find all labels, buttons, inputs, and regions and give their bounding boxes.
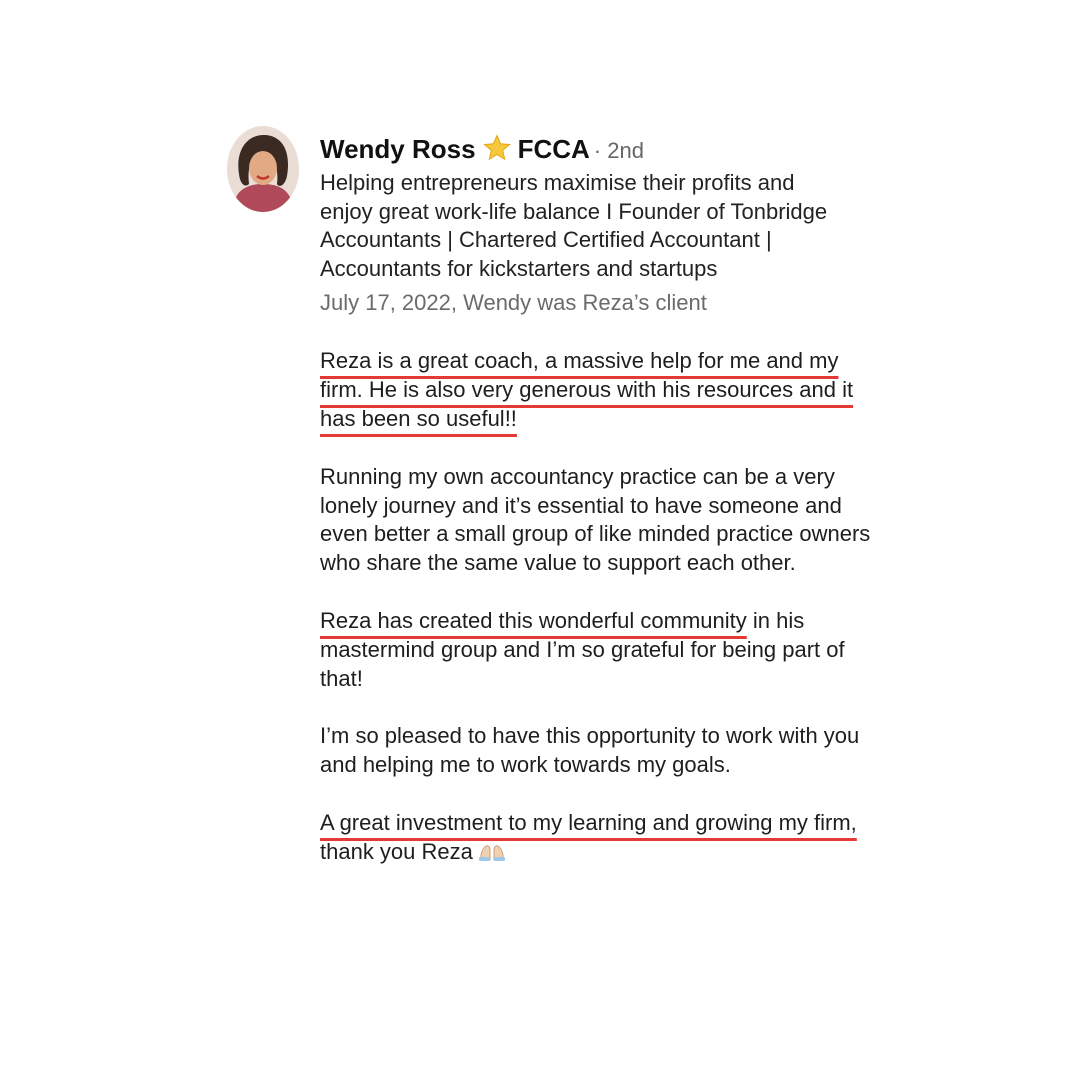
recommendation-card [320, 128, 880, 867]
name-row [320, 128, 880, 166]
recommendation-meta: July 17, 2022, Wendy was Reza’s client [320, 290, 707, 316]
highlighted-text: Reza has created this wonderful community [320, 607, 747, 633]
star-icon [482, 133, 512, 163]
review-paragraph-3 [320, 607, 880, 693]
connection-degree: · 2nd [593, 138, 644, 163]
review-paragraph-4: I’m so pleased to have this opportunity to work with you and helping me to work towards my goals. [320, 723, 860, 778]
highlighted-text: Reza is a great coach, a massive help for me and my firm. He is also very generous with his resources and it has been so useful!! [320, 348, 854, 431]
avatar[interactable] [227, 126, 299, 212]
review-paragraph-5 [320, 809, 880, 867]
profile-name[interactable]: Wendy Ross [320, 134, 476, 164]
avatar-portrait [227, 126, 299, 212]
profile-headline: Helping entrepreneurs maximise their profits and enjoy great work-life balance I Founder of Tonbridge Accountants | Chartered Certified Accountant | Accountants for kickstarters and startups [320, 170, 828, 281]
review-paragraph-1 [320, 347, 880, 433]
praying-hands-icon [477, 841, 507, 861]
paragraph-text: thank you Reza [320, 838, 473, 864]
review-paragraph-2: Running my own accountancy practice can be a very lonely journey and it’s essential to have someone and even better a small group of like minded practice owners who share the same value to support each other. [320, 463, 871, 576]
credential: FCCA [517, 134, 590, 164]
paragraph-text: in his mastermind group and I’m so grateful for being part of that! [320, 607, 845, 691]
highlighted-text: A great investment to my learning and growing my firm, [320, 809, 857, 835]
